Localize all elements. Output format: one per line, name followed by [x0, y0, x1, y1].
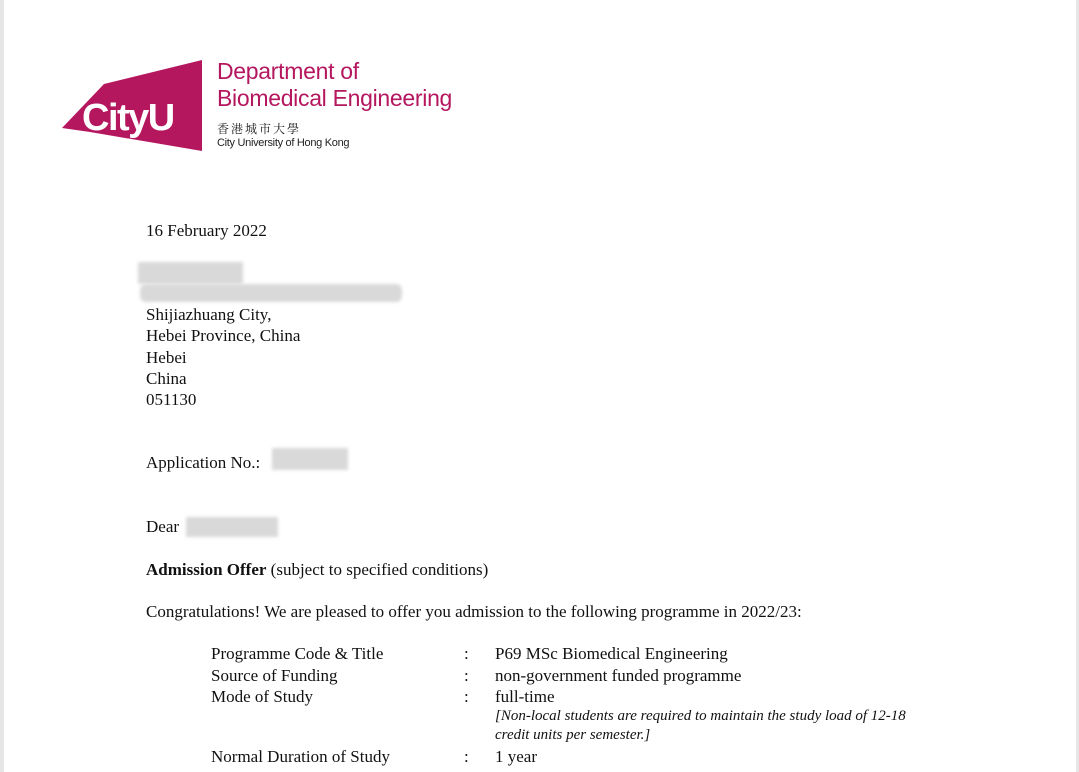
university-name-chinese: 香港城市大學 [217, 122, 302, 136]
redacted-application-number [272, 448, 348, 470]
detail-colon: : [464, 747, 469, 766]
cityu-logo-mark [60, 58, 205, 153]
address-line-1: Shijiazhuang City, [146, 305, 272, 324]
detail-colon: : [464, 687, 469, 706]
salutation: Dear [146, 517, 180, 536]
subject-rest: (subject to specified conditions) [266, 560, 489, 579]
study-load-note-line1: [Non-local students are required to maintain the study load of 12-18 [495, 708, 906, 724]
address-line-5: 051130 [146, 390, 197, 409]
detail-value-programme: P69 MSc Biomedical Engineering [495, 644, 728, 663]
redacted-recipient-name [186, 517, 278, 537]
detail-label-funding: Source of Funding [211, 666, 338, 685]
subject-line [146, 559, 488, 580]
study-load-note-line2: credit units per semester.] [495, 727, 651, 743]
department-name-line1: Department of [217, 58, 359, 84]
address-line-2: Hebei Province, China [146, 326, 301, 345]
detail-value-mode: full-time [495, 687, 555, 706]
detail-value-funding: non-government funded programme [495, 666, 742, 685]
detail-colon: : [464, 644, 469, 663]
detail-value-duration: 1 year [495, 747, 538, 766]
detail-label-mode: Mode of Study [211, 687, 313, 706]
department-logo-text [217, 58, 452, 149]
page-edge-left [0, 0, 4, 772]
address-line-3: Hebei [146, 348, 187, 367]
cityu-logo-text: CityU [82, 97, 174, 139]
university-name-english: City University of Hong Kong [217, 137, 350, 149]
intro-paragraph: Congratulations! We are pleased to offer you admission to the following programme in 2022/23: [146, 602, 802, 621]
subject-bold: Admission Offer [146, 560, 267, 579]
detail-colon: : [464, 666, 469, 685]
detail-label-duration: Normal Duration of Study [211, 747, 390, 766]
letter-date: 16 February 2022 [146, 221, 267, 240]
department-name-line2: Biomedical Engineering [217, 85, 453, 111]
application-number-label: Application No.: [146, 453, 261, 472]
redacted-name [138, 262, 243, 284]
redacted-address-line [140, 284, 402, 302]
address-line-4: China [146, 369, 187, 388]
detail-label-programme: Programme Code & Title [211, 644, 384, 663]
